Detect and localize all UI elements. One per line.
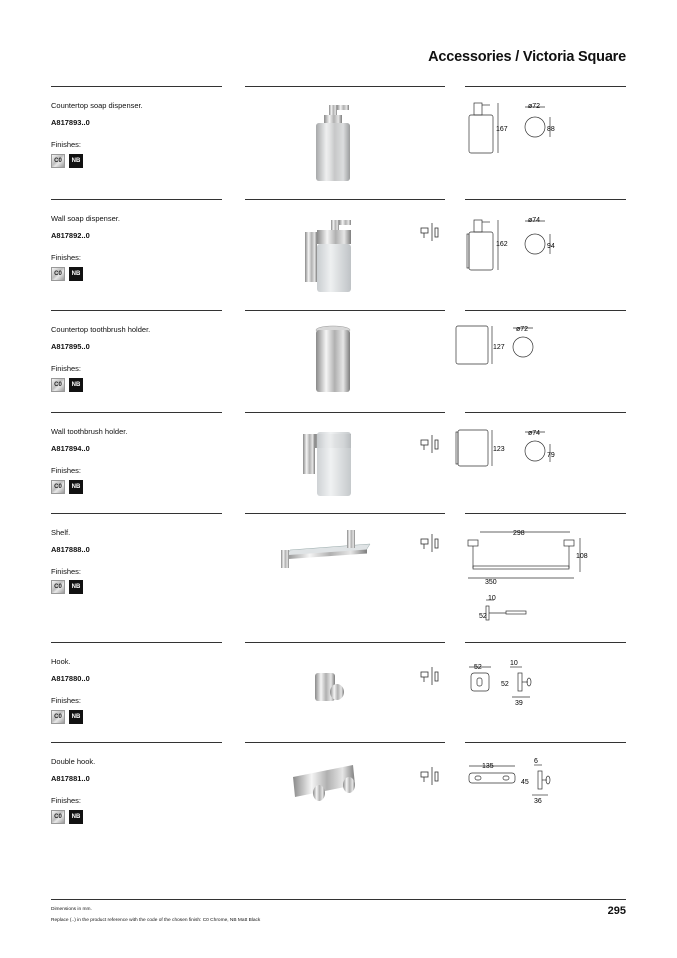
wall-mount-icon	[418, 434, 442, 454]
product-photo-wall-soap-dispenser	[245, 208, 445, 298]
dim-depth: 79	[547, 452, 555, 459]
dimension-drawing	[450, 208, 630, 278]
page-number: 295	[607, 905, 626, 917]
finish-swatch-matt-black[interactable]: NB	[69, 378, 83, 392]
divider	[465, 412, 626, 413]
finishes-label: Finishes:	[51, 567, 82, 576]
finish-swatch-chrome[interactable]: C0	[51, 378, 65, 392]
dim-depth: 94	[547, 243, 555, 250]
finish-swatch-chrome[interactable]: C0	[51, 267, 65, 281]
divider	[465, 513, 626, 514]
product-code: A817894..0	[51, 444, 90, 453]
product-name: Wall soap dispenser.	[51, 214, 120, 223]
product-photo-soap-dispenser	[245, 95, 445, 190]
divider	[465, 86, 626, 87]
dimension-drawing	[450, 95, 630, 165]
product-name: Countertop toothbrush holder.	[51, 325, 151, 334]
divider	[51, 742, 222, 743]
finish-swatch-chrome[interactable]: C0	[51, 480, 65, 494]
dim-thickness: 6	[534, 758, 538, 765]
dim-width: 52	[474, 664, 482, 671]
divider	[51, 310, 222, 311]
footer-divider	[51, 899, 626, 900]
product-photo-toothbrush-holder	[245, 318, 445, 398]
dim-plate-height: 52	[479, 613, 487, 620]
divider	[245, 742, 445, 743]
dim-diameter: ø72	[528, 103, 541, 110]
product-name: Countertop soap dispenser.	[51, 101, 143, 110]
product-code: A817893..0	[51, 118, 90, 127]
footer-note-finish-codes: Replace (..) in the product reference with the code of the chosen finish: C0 Chrome, NB Matt Black	[51, 918, 261, 923]
finish-swatch-matt-black[interactable]: NB	[69, 810, 83, 824]
divider	[51, 86, 222, 87]
finishes-label: Finishes:	[51, 796, 82, 805]
divider	[51, 642, 222, 643]
dim-diameter: ø74	[528, 217, 541, 224]
dim-depth: 36	[534, 798, 542, 805]
product-code: A817880..0	[51, 674, 90, 683]
product-code: A817881..0	[51, 774, 90, 783]
dim-depth-plate: 10	[488, 595, 496, 602]
divider	[245, 513, 445, 514]
product-photo-double-hook	[245, 755, 445, 820]
product-name: Double hook.	[51, 757, 96, 766]
dim-diameter: ø74	[528, 430, 541, 437]
dim-height: 127	[493, 344, 505, 351]
product-photo-wall-toothbrush-holder	[245, 422, 445, 502]
dim-width: 135	[482, 763, 494, 770]
dim-depth: 39	[515, 700, 523, 707]
divider	[51, 412, 222, 413]
finishes-label: Finishes:	[51, 140, 82, 149]
dim-depth: 88	[547, 126, 555, 133]
finish-swatch-chrome[interactable]: C0	[51, 154, 65, 168]
finish-swatch-matt-black[interactable]: NB	[69, 580, 83, 594]
dim-height: 167	[496, 126, 508, 133]
divider	[245, 199, 445, 200]
product-photo-hook	[245, 655, 445, 720]
dimension-drawing	[450, 522, 630, 630]
product-name: Wall toothbrush holder.	[51, 427, 128, 436]
divider	[465, 199, 626, 200]
dim-diameter: ø72	[516, 326, 529, 333]
divider	[245, 642, 445, 643]
product-code: A817888..0	[51, 545, 90, 554]
finishes-label: Finishes:	[51, 696, 82, 705]
finish-swatch-matt-black[interactable]: NB	[69, 480, 83, 494]
divider	[465, 642, 626, 643]
finish-swatch-chrome[interactable]: C0	[51, 710, 65, 724]
dim-thickness: 10	[510, 660, 518, 667]
divider	[51, 199, 222, 200]
finishes-label: Finishes:	[51, 466, 82, 475]
product-photo-shelf	[245, 522, 445, 582]
dim-height: 52	[501, 681, 509, 688]
finishes-label: Finishes:	[51, 364, 82, 373]
dimension-drawing	[450, 655, 630, 710]
finish-swatch-chrome[interactable]: C0	[51, 810, 65, 824]
footer-note-dimensions: Dimensions in mm.	[51, 907, 92, 912]
wall-mount-icon	[418, 533, 442, 553]
divider	[245, 412, 445, 413]
divider	[245, 310, 445, 311]
wall-mount-icon	[418, 222, 442, 242]
page-title: Accessories / Victoria Square	[428, 49, 626, 65]
finish-swatch-chrome[interactable]: C0	[51, 580, 65, 594]
dimension-drawing	[450, 318, 630, 368]
product-name: Hook.	[51, 657, 71, 666]
product-code: A817895..0	[51, 342, 90, 351]
finish-swatch-matt-black[interactable]: NB	[69, 710, 83, 724]
dimension-drawing	[450, 422, 630, 472]
dim-height: 45	[521, 779, 529, 786]
dim-height: 123	[493, 446, 505, 453]
dim-height: 162	[496, 241, 508, 248]
finishes-label: Finishes:	[51, 253, 82, 262]
divider	[245, 86, 445, 87]
dimension-drawing	[450, 755, 630, 805]
dim-width-inner: 298	[513, 530, 525, 537]
dim-height: 108	[576, 553, 588, 560]
product-name: Shelf.	[51, 528, 71, 537]
divider	[465, 742, 626, 743]
wall-mount-icon	[418, 666, 442, 686]
divider	[465, 310, 626, 311]
wall-mount-icon	[418, 766, 442, 786]
finish-swatch-matt-black[interactable]: NB	[69, 154, 83, 168]
divider	[51, 513, 222, 514]
finish-swatch-matt-black[interactable]: NB	[69, 267, 83, 281]
dim-width-total: 350	[485, 579, 497, 586]
product-code: A817892..0	[51, 231, 90, 240]
